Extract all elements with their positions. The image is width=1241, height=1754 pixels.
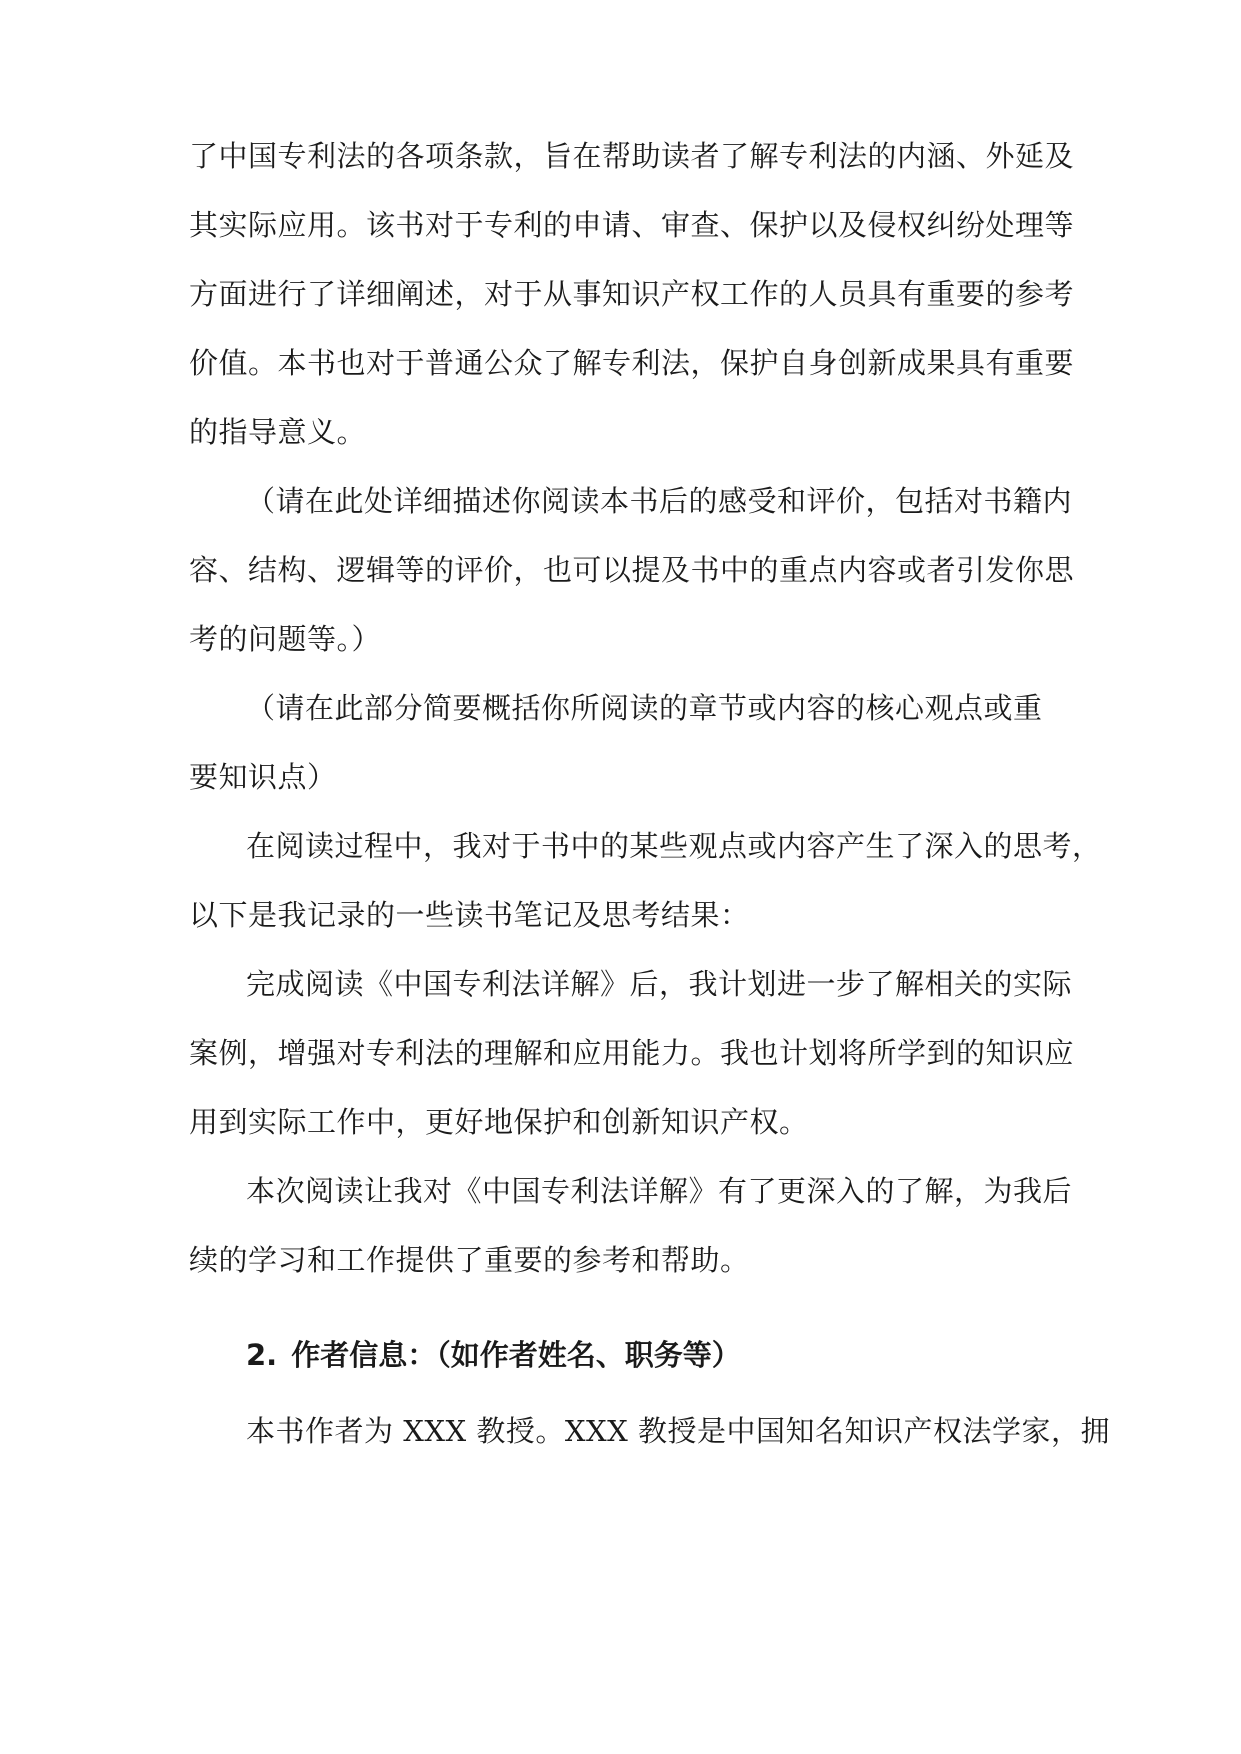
section-heading <box>246 1335 741 1375</box>
paragraph-line: 方面进行了详细阐述，对于从事知识产权工作的人员具有重要的参考 <box>189 277 1075 311</box>
paragraph-line: 本次阅读让我对《中国专利法详解》有了更深入的了解，为我后 <box>246 1174 1073 1208</box>
paragraph-line: 以下是我记录的一些读书笔记及思考结果： <box>189 898 750 932</box>
paragraph-line: 容、结构、逻辑等的评价，也可以提及书中的重点内容或者引发你思 <box>189 553 1075 587</box>
paragraph-line: 在阅读过程中，我对于书中的某些观点或内容产生了深入的思考， <box>246 829 1102 863</box>
paragraph-line: 续的学习和工作提供了重要的参考和帮助。 <box>189 1243 750 1277</box>
paragraph-line: （请在此部分简要概括你所阅读的章节或内容的核心观点或重 <box>246 691 1043 725</box>
paragraph-line: 价值。本书也对于普通公众了解专利法，保护自身创新成果具有重要 <box>189 346 1075 380</box>
paragraph-line: 用到实际工作中，更好地保护和创新知识产权。 <box>189 1105 809 1139</box>
paragraph-line: 要知识点） <box>189 760 337 794</box>
paragraph-line: 案例，增强对专利法的理解和应用能力。我也计划将所学到的知识应 <box>189 1036 1075 1070</box>
paragraph-line: 其实际应用。该书对于专利的申请、审查、保护以及侵权纠纷处理等 <box>189 208 1075 242</box>
section-title: 作者信息：（如作者姓名、职务等） <box>291 1338 741 1372</box>
paragraph-line: 的指导意义。 <box>189 415 367 449</box>
paragraph-line: 了中国专利法的各项条款，旨在帮助读者了解专利法的内涵、外延及 <box>189 139 1075 173</box>
paragraph-line: （请在此处详细描述你阅读本书后的感受和评价，包括对书籍内 <box>246 484 1073 518</box>
paragraph-line: 完成阅读《中国专利法详解》后，我计划进一步了解相关的实际 <box>246 967 1073 1001</box>
paragraph-line: 考的问题等。） <box>189 622 382 656</box>
section-number: 2. <box>246 1338 278 1372</box>
paragraph-line: 本书作者为 XXX 教授。XXX 教授是中国知名知识产权法学家，拥 <box>246 1414 1111 1448</box>
